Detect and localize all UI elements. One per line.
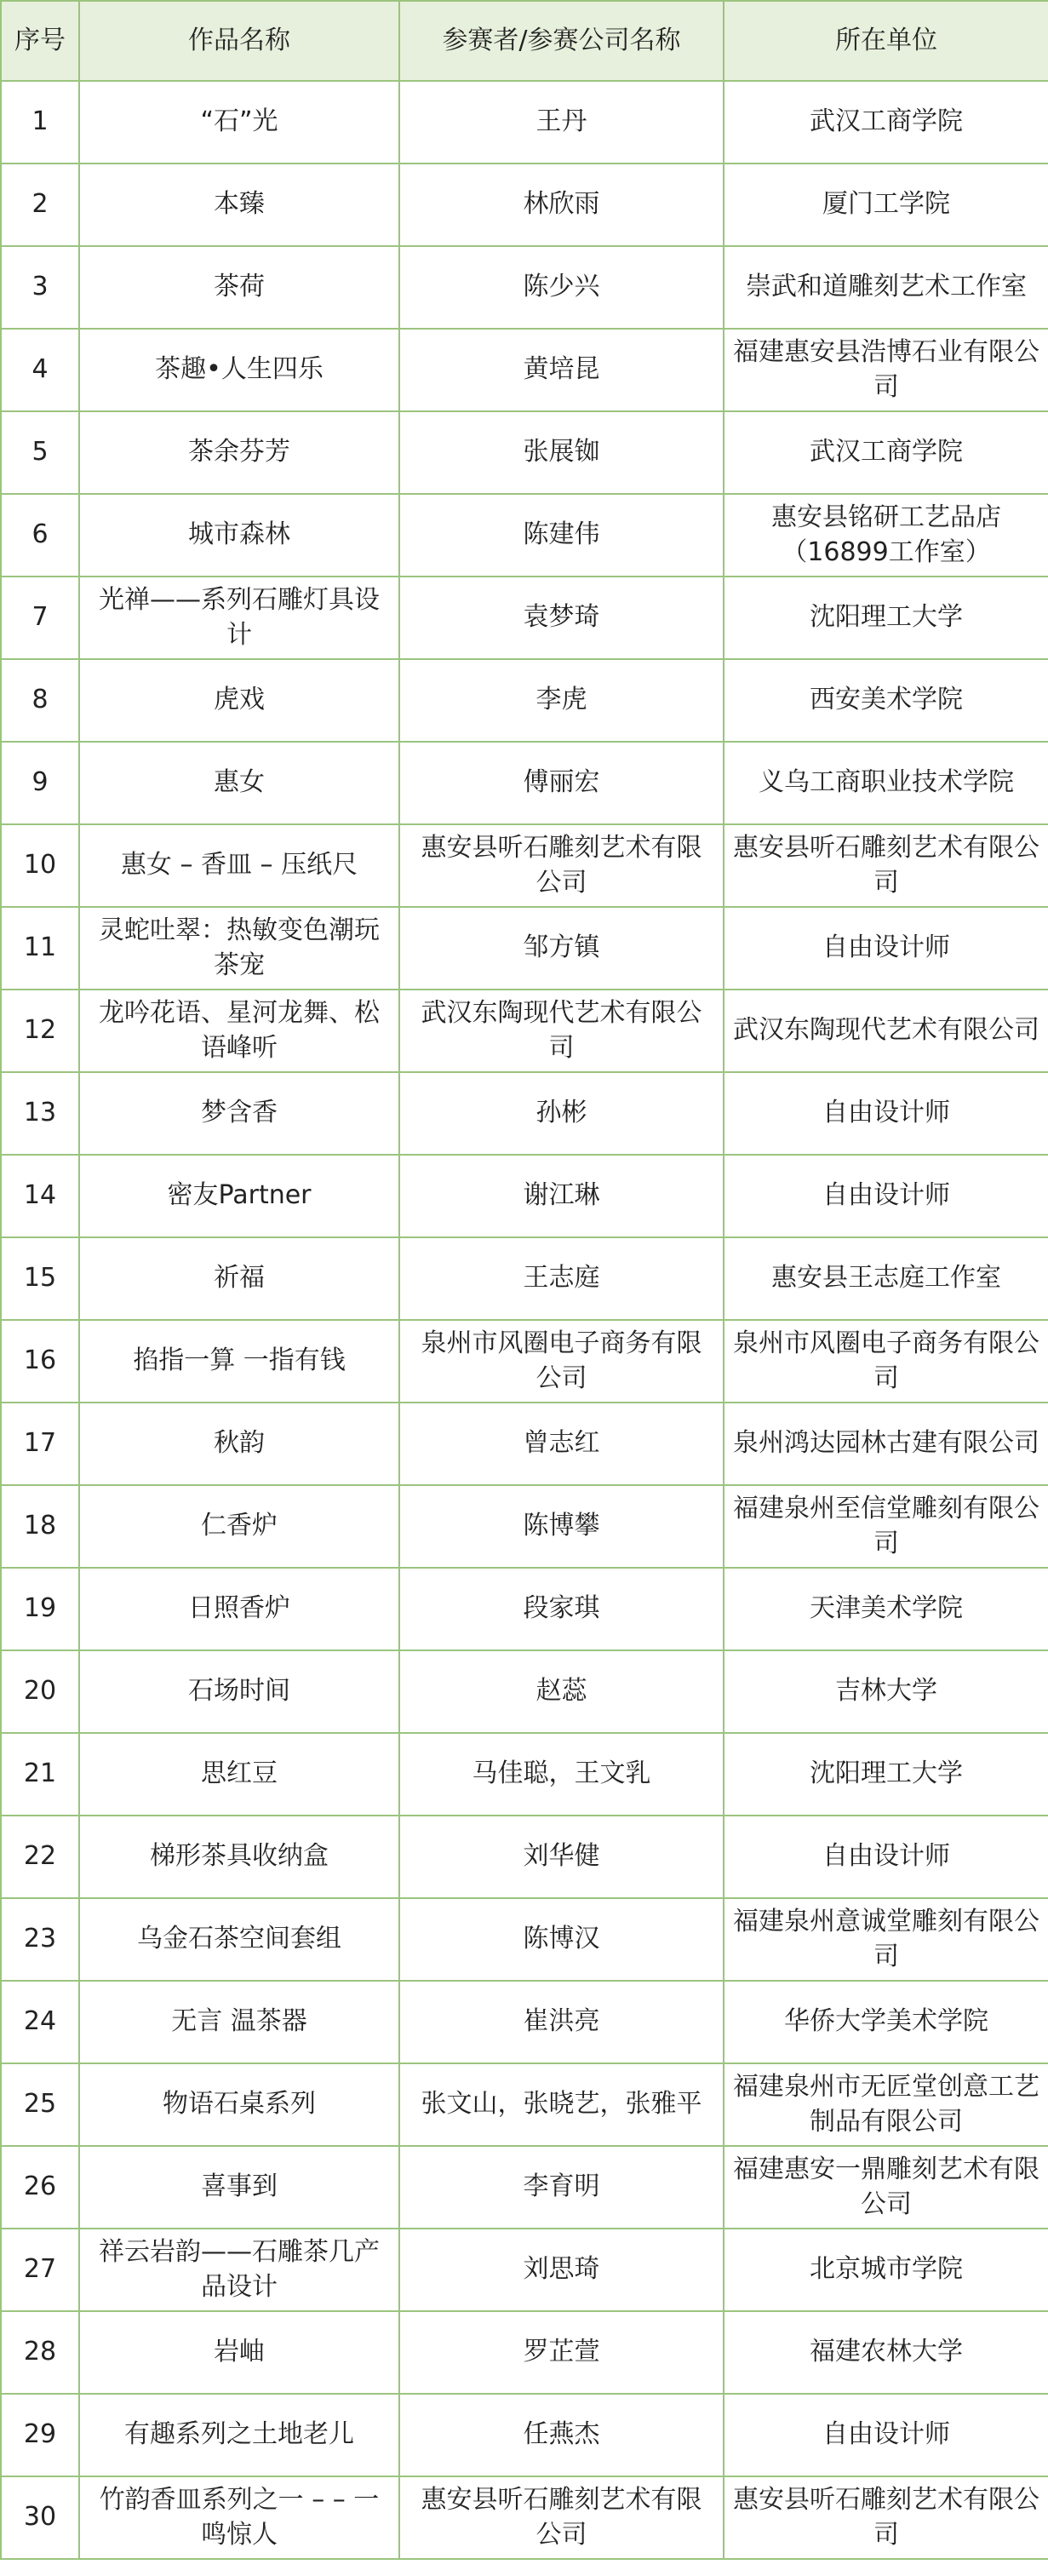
- table-row: [1, 246, 1048, 329]
- cell-number: 15: [1, 1237, 79, 1320]
- cell-work-name: 梯形茶具收纳盒: [79, 1816, 399, 1898]
- cell-unit: 自由设计师: [724, 1155, 1048, 1237]
- cell-work-name: 石场时间: [79, 1650, 399, 1733]
- cell-number: 3: [1, 246, 79, 329]
- table-row: [1, 1568, 1048, 1650]
- cell-unit: 沈阳理工大学: [724, 1733, 1048, 1816]
- cell-entrant: 王志庭: [399, 1237, 724, 1320]
- cell-work-name: 光禅——系列石雕灯具设计: [79, 577, 399, 659]
- cell-entrant: 刘华健: [399, 1816, 724, 1898]
- cell-unit: 崇武和道雕刻艺术工作室: [724, 246, 1048, 329]
- table-row: [1, 2394, 1048, 2476]
- cell-entrant: 陈博汉: [399, 1898, 724, 1981]
- cell-unit: 惠安县听石雕刻艺术有限公司: [724, 824, 1048, 907]
- table-row: [1, 329, 1048, 411]
- cell-unit: 天津美术学院: [724, 1568, 1048, 1650]
- cell-work-name: 茶荷: [79, 246, 399, 329]
- cell-entrant: 邹方镇: [399, 907, 724, 990]
- cell-unit: 华侨大学美术学院: [724, 1981, 1048, 2063]
- cell-number: 8: [1, 659, 79, 742]
- cell-entrant: 谢江琳: [399, 1155, 724, 1237]
- cell-number: 22: [1, 1816, 79, 1898]
- cell-work-name: 龙吟花语、星河龙舞、松语峰听: [79, 990, 399, 1072]
- cell-unit: 福建惠安一鼎雕刻艺术有限公司: [724, 2146, 1048, 2229]
- cell-number: 23: [1, 1898, 79, 1981]
- cell-unit: 吉林大学: [724, 1650, 1048, 1733]
- cell-unit: 福建农林大学: [724, 2311, 1048, 2394]
- cell-work-name: 密友Partner: [79, 1155, 399, 1237]
- cell-number: 19: [1, 1568, 79, 1650]
- cell-work-name: 掐指一算 一指有钱: [79, 1320, 399, 1403]
- cell-unit: 泉州鸿达园林古建有限公司: [724, 1403, 1048, 1485]
- cell-entrant: 陈博攀: [399, 1485, 724, 1568]
- cell-work-name: 本臻: [79, 164, 399, 246]
- cell-entrant: 王丹: [399, 81, 724, 164]
- cell-work-name: 物语石桌系列: [79, 2063, 399, 2146]
- cell-entrant: 傅丽宏: [399, 742, 724, 824]
- cell-entrant: 赵蕊: [399, 1650, 724, 1733]
- cell-entrant: 陈少兴: [399, 246, 724, 329]
- cell-entrant: 段家琪: [399, 1568, 724, 1650]
- cell-number: 20: [1, 1650, 79, 1733]
- table-row: [1, 1485, 1048, 1568]
- table-row: [1, 411, 1048, 494]
- cell-number: 2: [1, 164, 79, 246]
- cell-entrant: 张文山，张晓艺，张雅平: [399, 2063, 724, 2146]
- table-row: [1, 1072, 1048, 1155]
- cell-number: 10: [1, 824, 79, 907]
- cell-entrant: 陈建伟: [399, 494, 724, 577]
- cell-number: 1: [1, 81, 79, 164]
- cell-unit: 自由设计师: [724, 907, 1048, 990]
- cell-unit: 武汉工商学院: [724, 411, 1048, 494]
- table-body: [1, 81, 1048, 2559]
- cell-entrant: 林欣雨: [399, 164, 724, 246]
- cell-entrant: 袁梦琦: [399, 577, 724, 659]
- cell-unit: 福建泉州市无匠堂创意工艺制品有限公司: [724, 2063, 1048, 2146]
- cell-unit: 武汉工商学院: [724, 81, 1048, 164]
- cell-entrant: 惠安县听石雕刻艺术有限公司: [399, 824, 724, 907]
- cell-unit: 自由设计师: [724, 1072, 1048, 1155]
- cell-entrant: 李虎: [399, 659, 724, 742]
- table-row: [1, 1981, 1048, 2063]
- cell-entrant: 李育明: [399, 2146, 724, 2229]
- cell-unit: 沈阳理工大学: [724, 577, 1048, 659]
- table-row: [1, 577, 1048, 659]
- cell-work-name: 喜事到: [79, 2146, 399, 2229]
- cell-work-name: 惠女: [79, 742, 399, 824]
- cell-number: 26: [1, 2146, 79, 2229]
- cell-work-name: 日照香炉: [79, 1568, 399, 1650]
- cell-number: 14: [1, 1155, 79, 1237]
- table-row: [1, 1898, 1048, 1981]
- cell-work-name: 茶趣•人生四乐: [79, 329, 399, 411]
- cell-entrant: 罗芷萱: [399, 2311, 724, 2394]
- cell-work-name: 仁香炉: [79, 1485, 399, 1568]
- cell-number: 24: [1, 1981, 79, 2063]
- table-row: [1, 494, 1048, 577]
- cell-number: 18: [1, 1485, 79, 1568]
- cell-work-name: 祥云岩韵——石雕茶几产品设计: [79, 2229, 399, 2311]
- cell-number: 21: [1, 1733, 79, 1816]
- cell-work-name: 竹韵香皿系列之一 – – 一鸣惊人: [79, 2476, 399, 2559]
- cell-unit: 自由设计师: [724, 2394, 1048, 2476]
- cell-entrant: 任燕杰: [399, 2394, 724, 2476]
- cell-number: 27: [1, 2229, 79, 2311]
- table-row: [1, 1650, 1048, 1733]
- cell-work-name: 思红豆: [79, 1733, 399, 1816]
- table-row: [1, 1403, 1048, 1485]
- cell-number: 29: [1, 2394, 79, 2476]
- cell-work-name: 城市森林: [79, 494, 399, 577]
- cell-number: 28: [1, 2311, 79, 2394]
- table-row: [1, 2311, 1048, 2394]
- cell-unit: 福建泉州意诚堂雕刻有限公司: [724, 1898, 1048, 1981]
- cell-unit: 泉州市风圈电子商务有限公司: [724, 1320, 1048, 1403]
- cell-number: 12: [1, 990, 79, 1072]
- cell-number: 6: [1, 494, 79, 577]
- cell-unit: 武汉东陶现代艺术有限公司: [724, 990, 1048, 1072]
- cell-number: 17: [1, 1403, 79, 1485]
- cell-work-name: 无言 温茶器: [79, 1981, 399, 2063]
- cell-entrant: 刘思琦: [399, 2229, 724, 2311]
- table-row: [1, 742, 1048, 824]
- cell-number: 25: [1, 2063, 79, 2146]
- table-row: [1, 990, 1048, 1072]
- table-row: [1, 2063, 1048, 2146]
- cell-entrant: 黄培昆: [399, 329, 724, 411]
- cell-unit: 惠安县铭研工艺品店（16899工作室）: [724, 494, 1048, 577]
- cell-entrant: 孙彬: [399, 1072, 724, 1155]
- table-row: [1, 2229, 1048, 2311]
- cell-number: 5: [1, 411, 79, 494]
- cell-work-name: 茶余芬芳: [79, 411, 399, 494]
- cell-unit: 西安美术学院: [724, 659, 1048, 742]
- cell-number: 13: [1, 1072, 79, 1155]
- cell-work-name: 灵蛇吐翠：热敏变色潮玩茶宠: [79, 907, 399, 990]
- cell-entrant: 马佳聪，王文乳: [399, 1733, 724, 1816]
- table-row: [1, 907, 1048, 990]
- cell-work-name: 岩岫: [79, 2311, 399, 2394]
- table-row: [1, 824, 1048, 907]
- header-unit: 所在单位: [724, 1, 1048, 81]
- cell-entrant: 惠安县听石雕刻艺术有限公司: [399, 2476, 724, 2559]
- cell-unit: 自由设计师: [724, 1816, 1048, 1898]
- cell-entrant: 张展铷: [399, 411, 724, 494]
- cell-number: 9: [1, 742, 79, 824]
- cell-number: 16: [1, 1320, 79, 1403]
- table-row: [1, 164, 1048, 246]
- cell-unit: 惠安县王志庭工作室: [724, 1237, 1048, 1320]
- cell-unit: 厦门工学院: [724, 164, 1048, 246]
- cell-entrant: 泉州市风圈电子商务有限公司: [399, 1320, 724, 1403]
- table-row: [1, 81, 1048, 164]
- cell-unit: 福建惠安县浩博石业有限公司: [724, 329, 1048, 411]
- header-number: 序号: [1, 1, 79, 81]
- table-row: [1, 1320, 1048, 1403]
- table-row: [1, 2476, 1048, 2559]
- cell-work-name: 惠女 – 香皿 – 压纸尺: [79, 824, 399, 907]
- table-row: [1, 1237, 1048, 1320]
- table-row: [1, 1155, 1048, 1237]
- cell-work-name: 祈福: [79, 1237, 399, 1320]
- cell-unit: 惠安县听石雕刻艺术有限公司: [724, 2476, 1048, 2559]
- table-row: [1, 659, 1048, 742]
- cell-unit: 福建泉州至信堂雕刻有限公司: [724, 1485, 1048, 1568]
- cell-entrant: 曾志红: [399, 1403, 724, 1485]
- cell-entrant: 崔洪亮: [399, 1981, 724, 2063]
- header-row: [1, 1, 1048, 81]
- cell-work-name: 秋韵: [79, 1403, 399, 1485]
- table-row: [1, 1816, 1048, 1898]
- table-row: [1, 2146, 1048, 2229]
- cell-work-name: 乌金石茶空间套组: [79, 1898, 399, 1981]
- cell-number: 7: [1, 577, 79, 659]
- header-work-name: 作品名称: [79, 1, 399, 81]
- cell-unit: 义乌工商职业技术学院: [724, 742, 1048, 824]
- cell-number: 30: [1, 2476, 79, 2559]
- cell-number: 4: [1, 329, 79, 411]
- cell-entrant: 武汉东陶现代艺术有限公司: [399, 990, 724, 1072]
- header-entrant: 参赛者/参赛公司名称: [399, 1, 724, 81]
- cell-work-name: 梦含香: [79, 1072, 399, 1155]
- cell-work-name: “石”光: [79, 81, 399, 164]
- cell-number: 11: [1, 907, 79, 990]
- cell-work-name: 虎戏: [79, 659, 399, 742]
- cell-work-name: 有趣系列之土地老儿: [79, 2394, 399, 2476]
- cell-unit: 北京城市学院: [724, 2229, 1048, 2311]
- table-row: [1, 1733, 1048, 1816]
